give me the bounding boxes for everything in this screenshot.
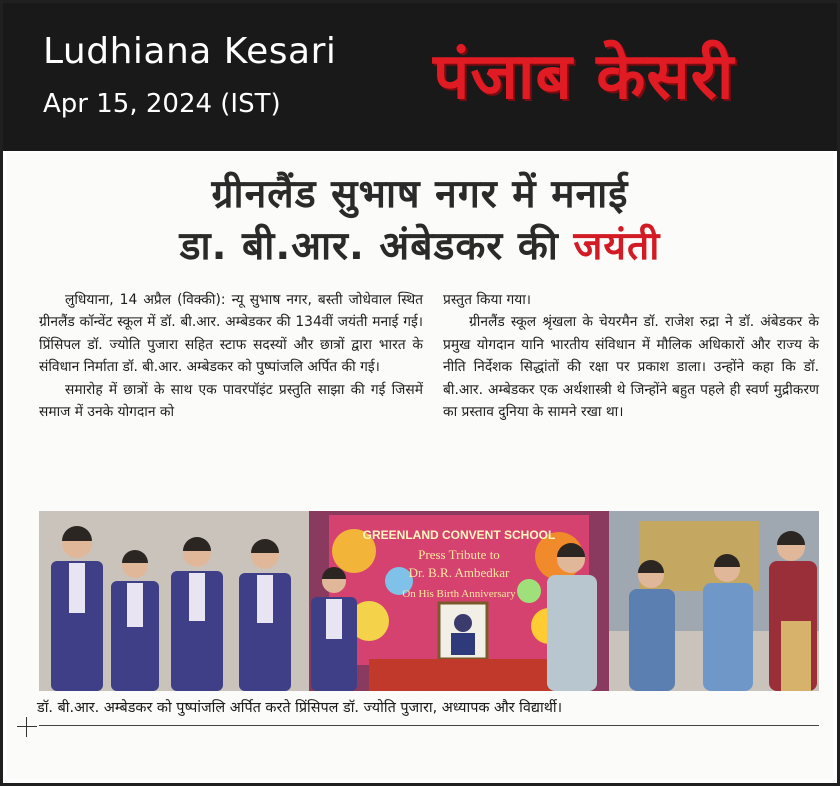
banner-text-1: GREENLAND CONVENT SCHOOL	[362, 528, 556, 542]
article-column-2	[443, 289, 819, 423]
bottom-divider	[39, 725, 819, 726]
photo-caption: डॉ. बी.आर. अम्बेडकर को पुष्पांजलि अर्पित करते प्रिंसिपल डॉ. ज्योति पुजारा, अध्यापक और विद्यार्थी।	[37, 700, 563, 716]
paragraph: ग्रीनलैंड स्कूल श्रृंखला के चेयरमैन डॉ. राजेश रुद्रा ने डॉ. अंबेडकर के प्रमुख योगदान यानि भारतीय संविधान में मौलिक अधिकारों और राज्य के नीति निर्देशक सिद्धांतों की रक्षा पर प्रकाश डाला। उन्होंने कहा कि डॉ. बी.आर. अम्बेडकर एक अर्थशास्त्री थे जिन्होंने बहुत पहले ही स्वर्ण मुद्रीकरण का प्रस्ताव दुनिया के सामने रखा था।	[443, 314, 819, 421]
banner-text-2: Press Tribute to	[418, 547, 500, 562]
edition-name: Ludhiana Kesari	[43, 31, 337, 72]
masthead-logo: पंजाब केसरी	[433, 40, 735, 114]
photo-illustration	[39, 511, 819, 691]
paragraph: लुधियाना, 14 अप्रैल (विक्की): न्यू सुभाष नगर, बस्ती जोधेवाल स्थित ग्रीनलैंड कॉन्वेंट स्कूल में डॉ. बी.आर. अम्बेडकर की 134वीं जयंती मनाई गई। प्रिंसिपल डॉ. ज्योति पुजारा सहित स्टाफ सदस्यों और छात्रों द्वारा भारत के संविधान निर्माता डॉ. बी.आर. अम्बेडकर को पुष्पांजलि अर्पित की गई।	[39, 292, 423, 376]
headline-highlight: जयंती	[573, 224, 661, 269]
publication-date: Apr 15, 2024 (IST)	[43, 89, 281, 119]
registration-mark-icon	[17, 717, 37, 737]
paragraph: समारोह में छात्रों के साथ एक पावरपॉइंट प्रस्तुति साझा की गई जिसमें समाज में उनके योगदान को	[39, 381, 423, 421]
headline-line-1: ग्रीनलैंड सुभाष नगर में मनाई	[211, 172, 629, 217]
paragraph: प्रस्तुत किया गया।	[443, 292, 532, 308]
header-bar	[3, 3, 837, 151]
headline-line-2	[7, 221, 833, 273]
banner-text-4: On His Birth Anniversary	[402, 588, 516, 600]
news-photo	[39, 511, 819, 691]
headline-line-2-text: डा. बी.आर. अंबेडकर की	[179, 224, 559, 269]
banner-text-3: Dr. B.R. Ambedkar	[408, 565, 510, 580]
article-column-1	[39, 289, 423, 423]
newspaper-clipping	[7, 153, 833, 779]
article-headline	[7, 169, 833, 273]
